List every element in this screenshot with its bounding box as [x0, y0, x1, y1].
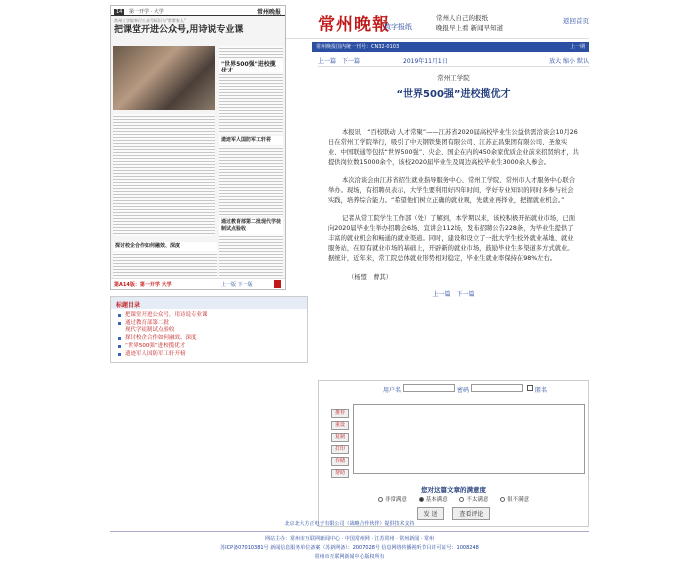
comment-textarea[interactable] — [353, 404, 585, 474]
username-input[interactable] — [403, 384, 455, 392]
previous-issue-link[interactable]: 上一期 — [569, 44, 585, 50]
title-item[interactable]: 探讨校企合作如何融效、深度 — [117, 335, 301, 342]
slogan-line-2: 晚报早上看 新闻早知道 — [436, 24, 504, 32]
text-column — [219, 72, 283, 134]
title-item[interactable]: 通过教育部第二批 现代学徒制试点验收 — [117, 320, 301, 334]
newspaper-page-thumbnail[interactable] — [110, 5, 286, 290]
footer-tech-support: 北京北大方正电子有限公司（战略合作伙伴）提供技术支持 — [110, 520, 589, 532]
password-label: 密码 — [457, 387, 470, 394]
page-headline[interactable]: 把课堂开进公众号,用诗说专业课 — [114, 25, 244, 35]
site-slogan — [436, 13, 503, 33]
article-area — [318, 53, 589, 298]
page-brand: 常州晚报 — [256, 9, 281, 16]
submit-comment-button[interactable]: 发 送 — [417, 507, 445, 520]
article-paragraph: 本报讯 “百校联动 人才常聚”——江苏省2020届高校毕业生公益供需洽谈会10月26日在常州工学院举行，吸引了中天钢铁集团有限公司、江苏正昌集团有限公司、圣象实业、中国联通等包括“世界500强”、央企、国企在内的450余家优质企业前来招贤纳才，共提供岗位数15000余个，该校2020届毕业生及周边高校毕业生3000余人参会。 — [328, 129, 579, 166]
login-row — [319, 381, 588, 395]
satisfaction-question: 您对这篇文章的满意度 — [421, 486, 486, 494]
comment-box — [318, 380, 589, 527]
article-author: （杨盟 曹其） — [348, 274, 393, 281]
pdf-icon[interactable] — [274, 280, 281, 288]
text-column — [113, 114, 215, 236]
footer-license: 苏ICP备07010381号 新闻信息服务单位备案（苏新网备）：2007028号 信息网络传播视听节目许可证号：1008248 — [220, 545, 479, 551]
prev-article-link-bottom[interactable]: 上一篇 — [432, 291, 451, 298]
page-photo[interactable] — [113, 46, 215, 110]
site-logo[interactable]: 常州晚報 — [318, 15, 390, 35]
title-list — [111, 309, 307, 362]
title-item[interactable]: 遗迹军人国防军工轩开榜 — [117, 351, 301, 358]
site-footer — [110, 520, 589, 562]
page-nav[interactable]: 上一版 下一版 — [221, 282, 253, 288]
option-unsatisfied[interactable]: 不太满意 — [459, 497, 488, 503]
view-comments-button[interactable]: 查看评论 — [452, 507, 490, 520]
article-block-military[interactable]: 遗迹军人国防军工轩将 — [219, 136, 283, 145]
save-button[interactable]: 存储 — [331, 457, 349, 466]
option-very-unsatisfied[interactable]: 很不满意 — [500, 497, 529, 503]
footer-host: 网站主办：常州市互联网新闻中心 · 中国常州网 · 江苏常州 · 常州新闻 · 常州 — [264, 536, 435, 542]
comment-actions — [319, 507, 588, 520]
anonymous-label: 匿名 — [535, 387, 548, 394]
password-input[interactable] — [471, 384, 523, 392]
article-block-cooperation[interactable]: 探讨校企合作如何融效、深度 — [113, 242, 217, 251]
zoom-controls — [549, 56, 589, 65]
text-column — [219, 234, 283, 278]
article-kicker: 常州工学院 — [437, 74, 470, 82]
page-number: 14 — [116, 9, 123, 15]
zoom-default-button[interactable]: 默认 — [576, 58, 589, 65]
radio-icon[interactable] — [500, 497, 505, 502]
logo-subtitle: 数字报纸 — [384, 23, 412, 31]
radio-icon[interactable] — [378, 497, 383, 502]
title-directory — [110, 296, 308, 363]
anonymous-checkbox[interactable] — [527, 385, 533, 391]
text-column — [113, 252, 217, 278]
issue-bar — [312, 42, 589, 52]
option-very-satisfied[interactable]: 非常满意 — [378, 497, 407, 503]
footer-copyright: 常州市互联网新闻中心版权所有 — [314, 554, 385, 560]
zoom-out-button[interactable]: 缩小 — [563, 58, 576, 65]
next-article-link-bottom[interactable]: 下一篇 — [456, 291, 475, 298]
home-link[interactable]: 返回首页 — [563, 17, 589, 25]
page-wrapper — [110, 5, 589, 518]
issue-number: 常州晚报国内统一刊号：CN32-0103 — [316, 44, 400, 50]
article-paragraph: 本次洽谈会由江苏省招生就业指导服务中心、常州工学院、常州市人才服务中心联合举办。现场，有招聘员表示，大学生要利用好四年时间，学好专业知识的同时多参与社会实践，培养综合能力。“希望他们树立正确的就业观，先就业再择业，把握就业机会。” — [328, 177, 575, 204]
article-nav — [318, 53, 589, 67]
article-block-apprentice[interactable]: 通过教育部第二批现代学徒制试点验收 — [221, 219, 282, 232]
radio-icon[interactable] — [459, 497, 464, 502]
page-footer — [111, 278, 285, 289]
article-nav-bottom — [318, 289, 589, 298]
slogan-line-1: 常州人自己的报纸 — [436, 14, 488, 22]
copy-button[interactable]: 复制 — [331, 433, 349, 442]
option-satisfied[interactable]: 基本满意 — [419, 497, 448, 503]
zoom-in-button[interactable]: 放大 — [549, 58, 562, 65]
comment-side-buttons — [331, 409, 349, 481]
page-kicker: 常州工学院举行公众号标识与"常掌家人" — [114, 18, 186, 23]
recommend-button[interactable]: 推荐 — [331, 409, 349, 418]
article-paragraph: 记者从常工院学生工作部（处）了解到，本学期以来，该校积极开拓就业市场，已面向2020届毕业生举办招聘会6场、宣讲会112场，发布招聘公告228条，为毕业生提供了丰富的就业机会和畅通的就业渠道。同时，建设和设立了一批大学生校外就业基地、就业服务站，在原有就业市场的基础上，开辟新的就业市场，鼓励毕业生多渠道多方式就业。据统计，近年来，常工院总体就业形势相对稳定，毕业生就业率保持在98%左右。 — [328, 215, 575, 262]
title-item[interactable]: 把课堂开进公众号，用诗说专业课 — [117, 312, 301, 319]
radio-icon[interactable] — [419, 497, 424, 502]
page-header — [111, 6, 285, 16]
article-title: “世界500强”进校揽优才 — [396, 89, 511, 100]
title-directory-header: 标题目录 — [111, 297, 307, 309]
title-item[interactable]: “世界500强”进校揽优才 — [117, 343, 301, 350]
satisfaction-options — [319, 495, 588, 503]
article-block-500[interactable]: "世界500强"进校揽 — [219, 60, 283, 76]
next-article-link[interactable]: 下一篇 — [341, 58, 360, 65]
page-section: 第一开学 · 大学 — [128, 9, 164, 15]
reset-button[interactable]: 重设 — [331, 421, 349, 430]
issue-date: 2019年11月1日 — [403, 58, 448, 65]
help-button[interactable]: 帮助 — [331, 469, 349, 478]
print-button[interactable]: 打印 — [331, 445, 349, 454]
text-column — [219, 46, 283, 60]
username-label: 用户名 — [383, 387, 402, 394]
page-label: 第A14版：第一开学 大学 — [114, 282, 172, 288]
text-column — [219, 146, 283, 216]
prev-article-link[interactable]: 上一篇 — [318, 58, 337, 65]
